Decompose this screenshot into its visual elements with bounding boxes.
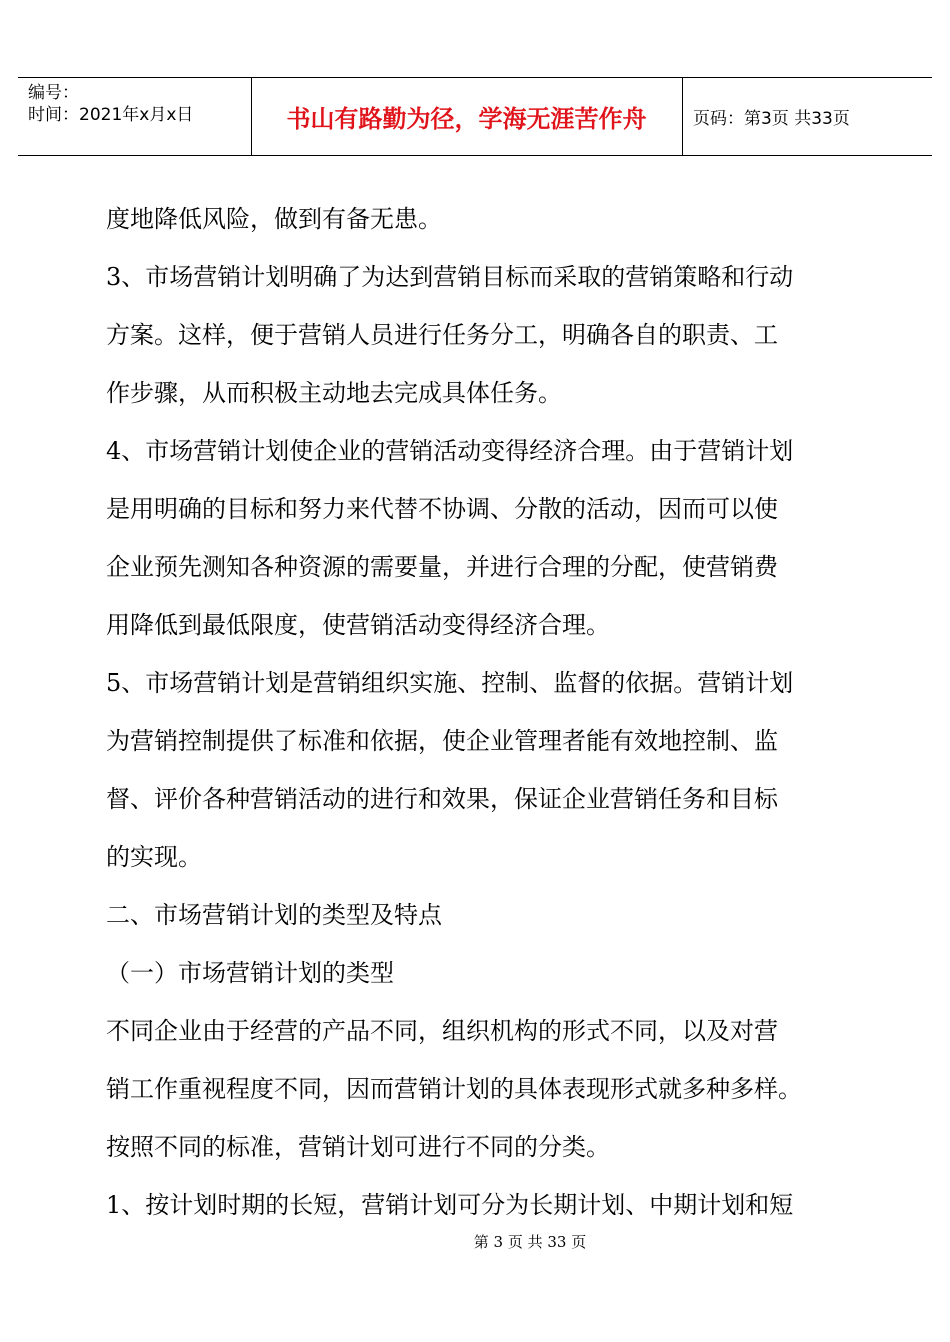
document-number-label: 编号： [28, 83, 79, 103]
subsection-heading: （一）市场营销计划的类型 [106, 959, 394, 987]
body-line: 3、市场营销计划明确了为达到营销目标而采取的营销策略和行动 [106, 263, 794, 291]
section-heading: 二、市场营销计划的类型及特点 [106, 901, 442, 929]
page-footer [0, 1231, 950, 1252]
body-line: 5、市场营销计划是营销组织实施、控制、监督的依据。营销计划 [106, 669, 794, 697]
body-line: 度地降低风险，做到有备无患。 [106, 205, 442, 233]
body-line: 为营销控制提供了标准和依据，使企业管理者能有效地控制、监 [106, 727, 778, 755]
body-line: 企业预先测知各种资源的需要量，并进行合理的分配，使营销费 [106, 553, 778, 581]
body-line: 是用明确的目标和努力来代替不协调、分散的活动，因而可以使 [106, 495, 778, 523]
body-line: 用降低到最低限度，使营销活动变得经济合理。 [106, 611, 610, 639]
document-date-label: 时间：2021年x月x日 [28, 105, 194, 125]
body-line: 销工作重视程度不同，因而营销计划的具体表现形式就多种多样。 [106, 1075, 802, 1103]
header-page-code: 页码：第3页 共33页 [693, 109, 850, 129]
body-line: 不同企业由于经营的产品不同，组织机构的形式不同，以及对营 [106, 1017, 778, 1045]
footer-page-number: 第 3 页 共 33 页 [473, 1233, 587, 1251]
body-line: 1、按计划时期的长短，营销计划可分为长期计划、中期计划和短 [106, 1191, 794, 1219]
page-header [18, 77, 932, 156]
header-motto: 书山有路勤为径，学海无涯苦作舟 [286, 105, 647, 133]
body-line: 方案。这样，便于营销人员进行任务分工，明确各自的职责、工 [106, 321, 778, 349]
body-line: 督、评价各种营销活动的进行和效果，保证企业营销任务和目标 [106, 785, 778, 813]
header-motto-cell [251, 78, 683, 155]
header-page-cell [682, 78, 932, 155]
body-line: 4、市场营销计划使企业的营销活动变得经济合理。由于营销计划 [106, 437, 794, 465]
header-meta-cell [18, 78, 252, 155]
body-line: 作步骤，从而积极主动地去完成具体任务。 [106, 379, 562, 407]
body-line: 按照不同的标准，营销计划可进行不同的分类。 [106, 1133, 610, 1161]
body-line: 的实现。 [106, 843, 202, 871]
